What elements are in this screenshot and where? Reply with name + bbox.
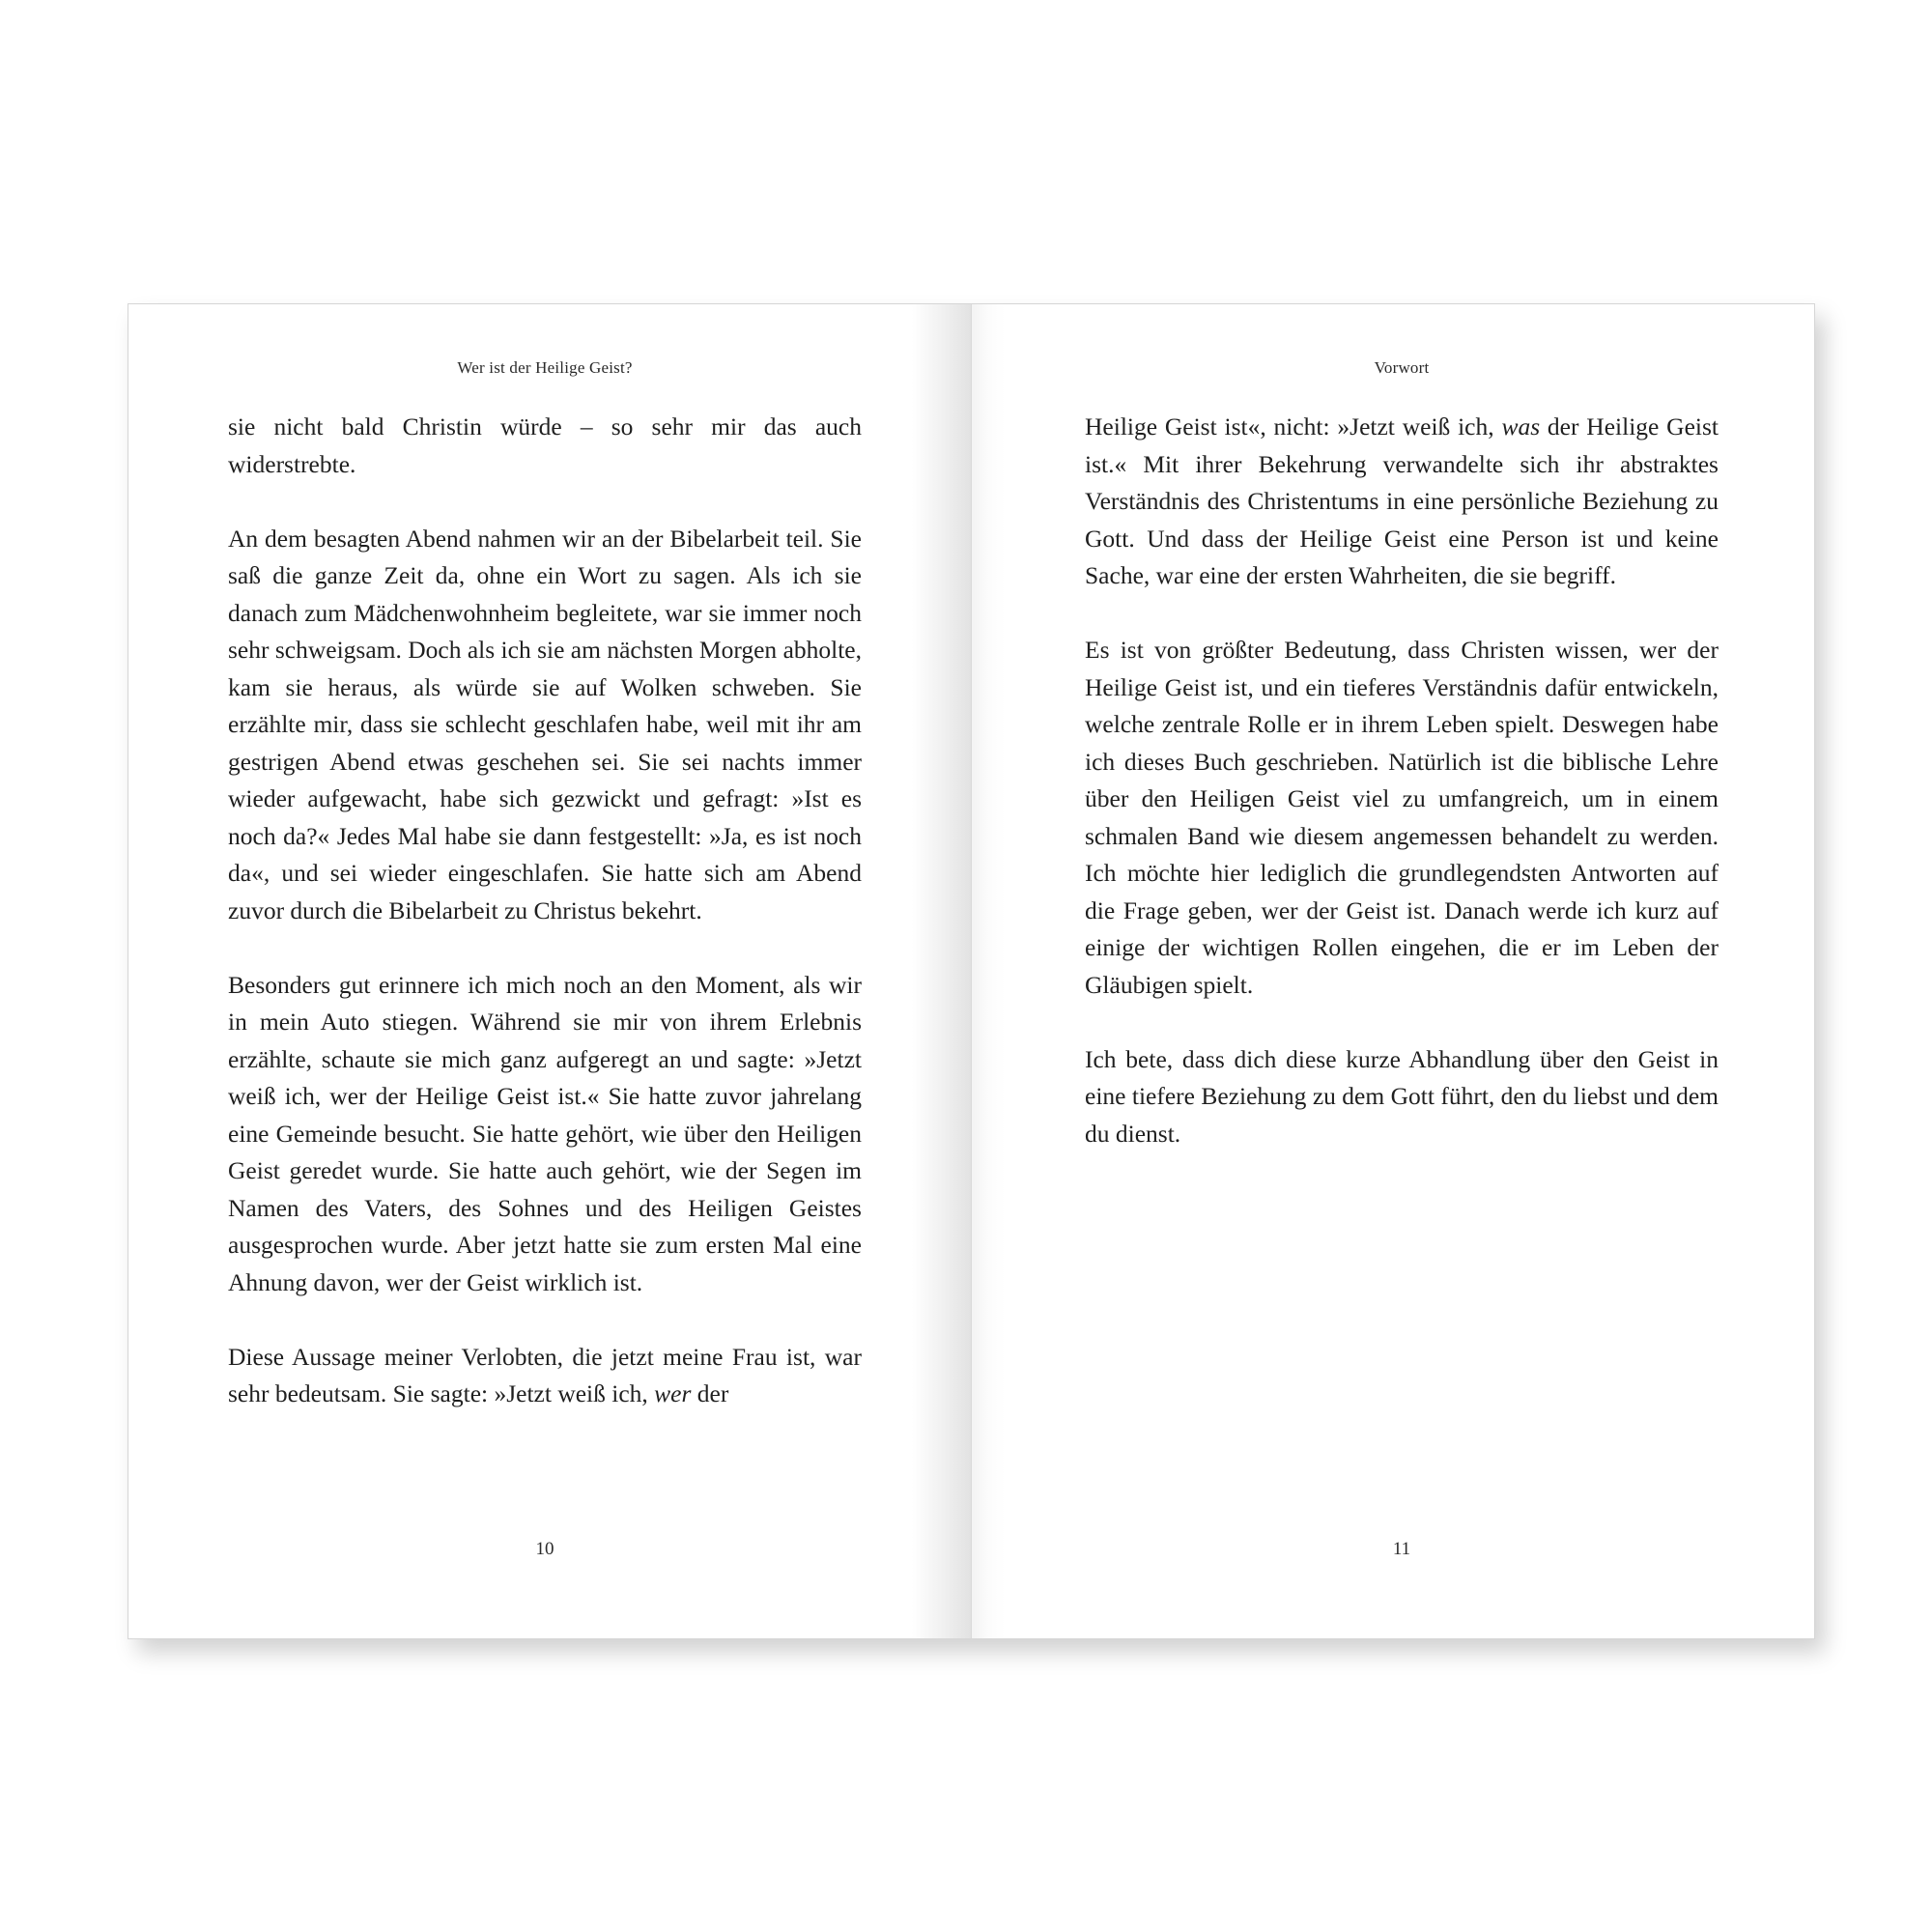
- emphasis: was: [1501, 412, 1541, 440]
- text-run: Diese Aussage meiner Verlobten, die jetzt meine Frau ist, war sehr bedeutsam. Sie sagte: »Jetzt weiß ich,: [228, 1342, 862, 1407]
- page-number-left: 10: [535, 1539, 554, 1559]
- running-head-left: Wer ist der Heilige Geist?: [457, 358, 633, 377]
- paragraph: Besonders gut erinnere ich mich noch an den Moment, als wir in mein Auto stiegen. Während sie mir von ihrem Erlebnis erzählte, schaute sie mich ganz aufgeregt an und sagte: »Jetzt weiß ich, wer der Heilige Geist ist.« Sie hatte zuvor jahrelang eine Gemeinde besucht. Sie hatte gehört, wie über den Heiligen Geist geredet wurde. Sie hatte auch gehört, wie der Segen im Namen des Vaters, des Sohnes und des Heiligen Geistes ausgesprochen wurde. Aber jetzt hatte sie zum ersten Mal eine Ahnung davon, wer der Geist wirklich ist.: [228, 970, 862, 1296]
- emphasis: wer: [654, 1379, 692, 1407]
- text-run: der Heilige Geist ist.« Mit ihrer Bekehrung verwandelte sich ihr abstraktes Verständnis des Christentums in eine persönliche Beziehung zu Gott. Und dass der Heilige Geist eine Person ist und keine Sache, war eine der ersten Wahrheiten, die sie begriff.: [1085, 412, 1719, 589]
- paragraph: sie nicht bald Christin würde – so sehr mir das auch widerstrebte.: [228, 412, 862, 478]
- left-page: [128, 304, 971, 1638]
- paragraph: Ich bete, dass dich diese kurze Abhandlung über den Geist in eine tiefere Beziehung zu dem Gott führt, den du liebst und dem du dienst.: [1085, 1044, 1719, 1148]
- page-number-right: 11: [1392, 1539, 1411, 1559]
- text-run: der: [691, 1379, 729, 1407]
- paragraph: An dem besagten Abend nahmen wir an der Bibelarbeit teil. Sie saß die ganze Zeit da, ohne ein Wort zu sagen. Als ich sie danach zum Mädchenwohnheim begleitete, war sie immer noch sehr schweigsam. Doch als ich sie am nächsten Morgen abholte, kam sie heraus, als würde sie auf Wolken schweben. Sie erzählte mir, dass sie schlecht geschlafen habe, weil mit ihr am gestrigen Abend etwas geschehen sei. Sie sei nachts immer wieder aufgewacht, habe sich gezwickt und gefragt: »Ist es noch da?« Jedes Mal habe sie dann festgestellt: »Ja, es ist noch da«, und sei wieder eingeschlafen. Sie hatte sich am Abend zuvor durch die Bibelarbeit zu Christus bekehrt.: [228, 524, 862, 924]
- paragraph: Es ist von größter Bedeutung, dass Christen wissen, wer der Heilige Geist ist, und ein tieferes Verständnis dafür entwickeln, welche zentrale Rolle er in ihrem Leben spielt. Deswegen habe ich dieses Buch geschrieben. Natürlich ist die biblische Lehre über den Heiligen Geist viel zu umfangreich, um in einem schmalen Band wie diesem angemessen behandelt zu werden. Ich möchte hier lediglich die grundlegendsten Antworten auf die Frage geben, wer der Geist ist. Danach werde ich kurz auf einige der wichtigen Rollen eingehen, die er im Leben der Gläubigen spielt.: [1085, 636, 1719, 999]
- body-text-left: [228, 409, 862, 1450]
- book-spread: [128, 303, 1815, 1639]
- paragraph-continuation: [1085, 409, 1719, 595]
- paragraph-continued: [228, 1339, 862, 1413]
- running-head-right: Vorwort: [1374, 358, 1430, 377]
- right-page: [972, 304, 1814, 1638]
- text-run: Heilige Geist ist«, nicht: »Jetzt weiß ich,: [1085, 412, 1502, 440]
- body-text-right: [1085, 409, 1719, 1190]
